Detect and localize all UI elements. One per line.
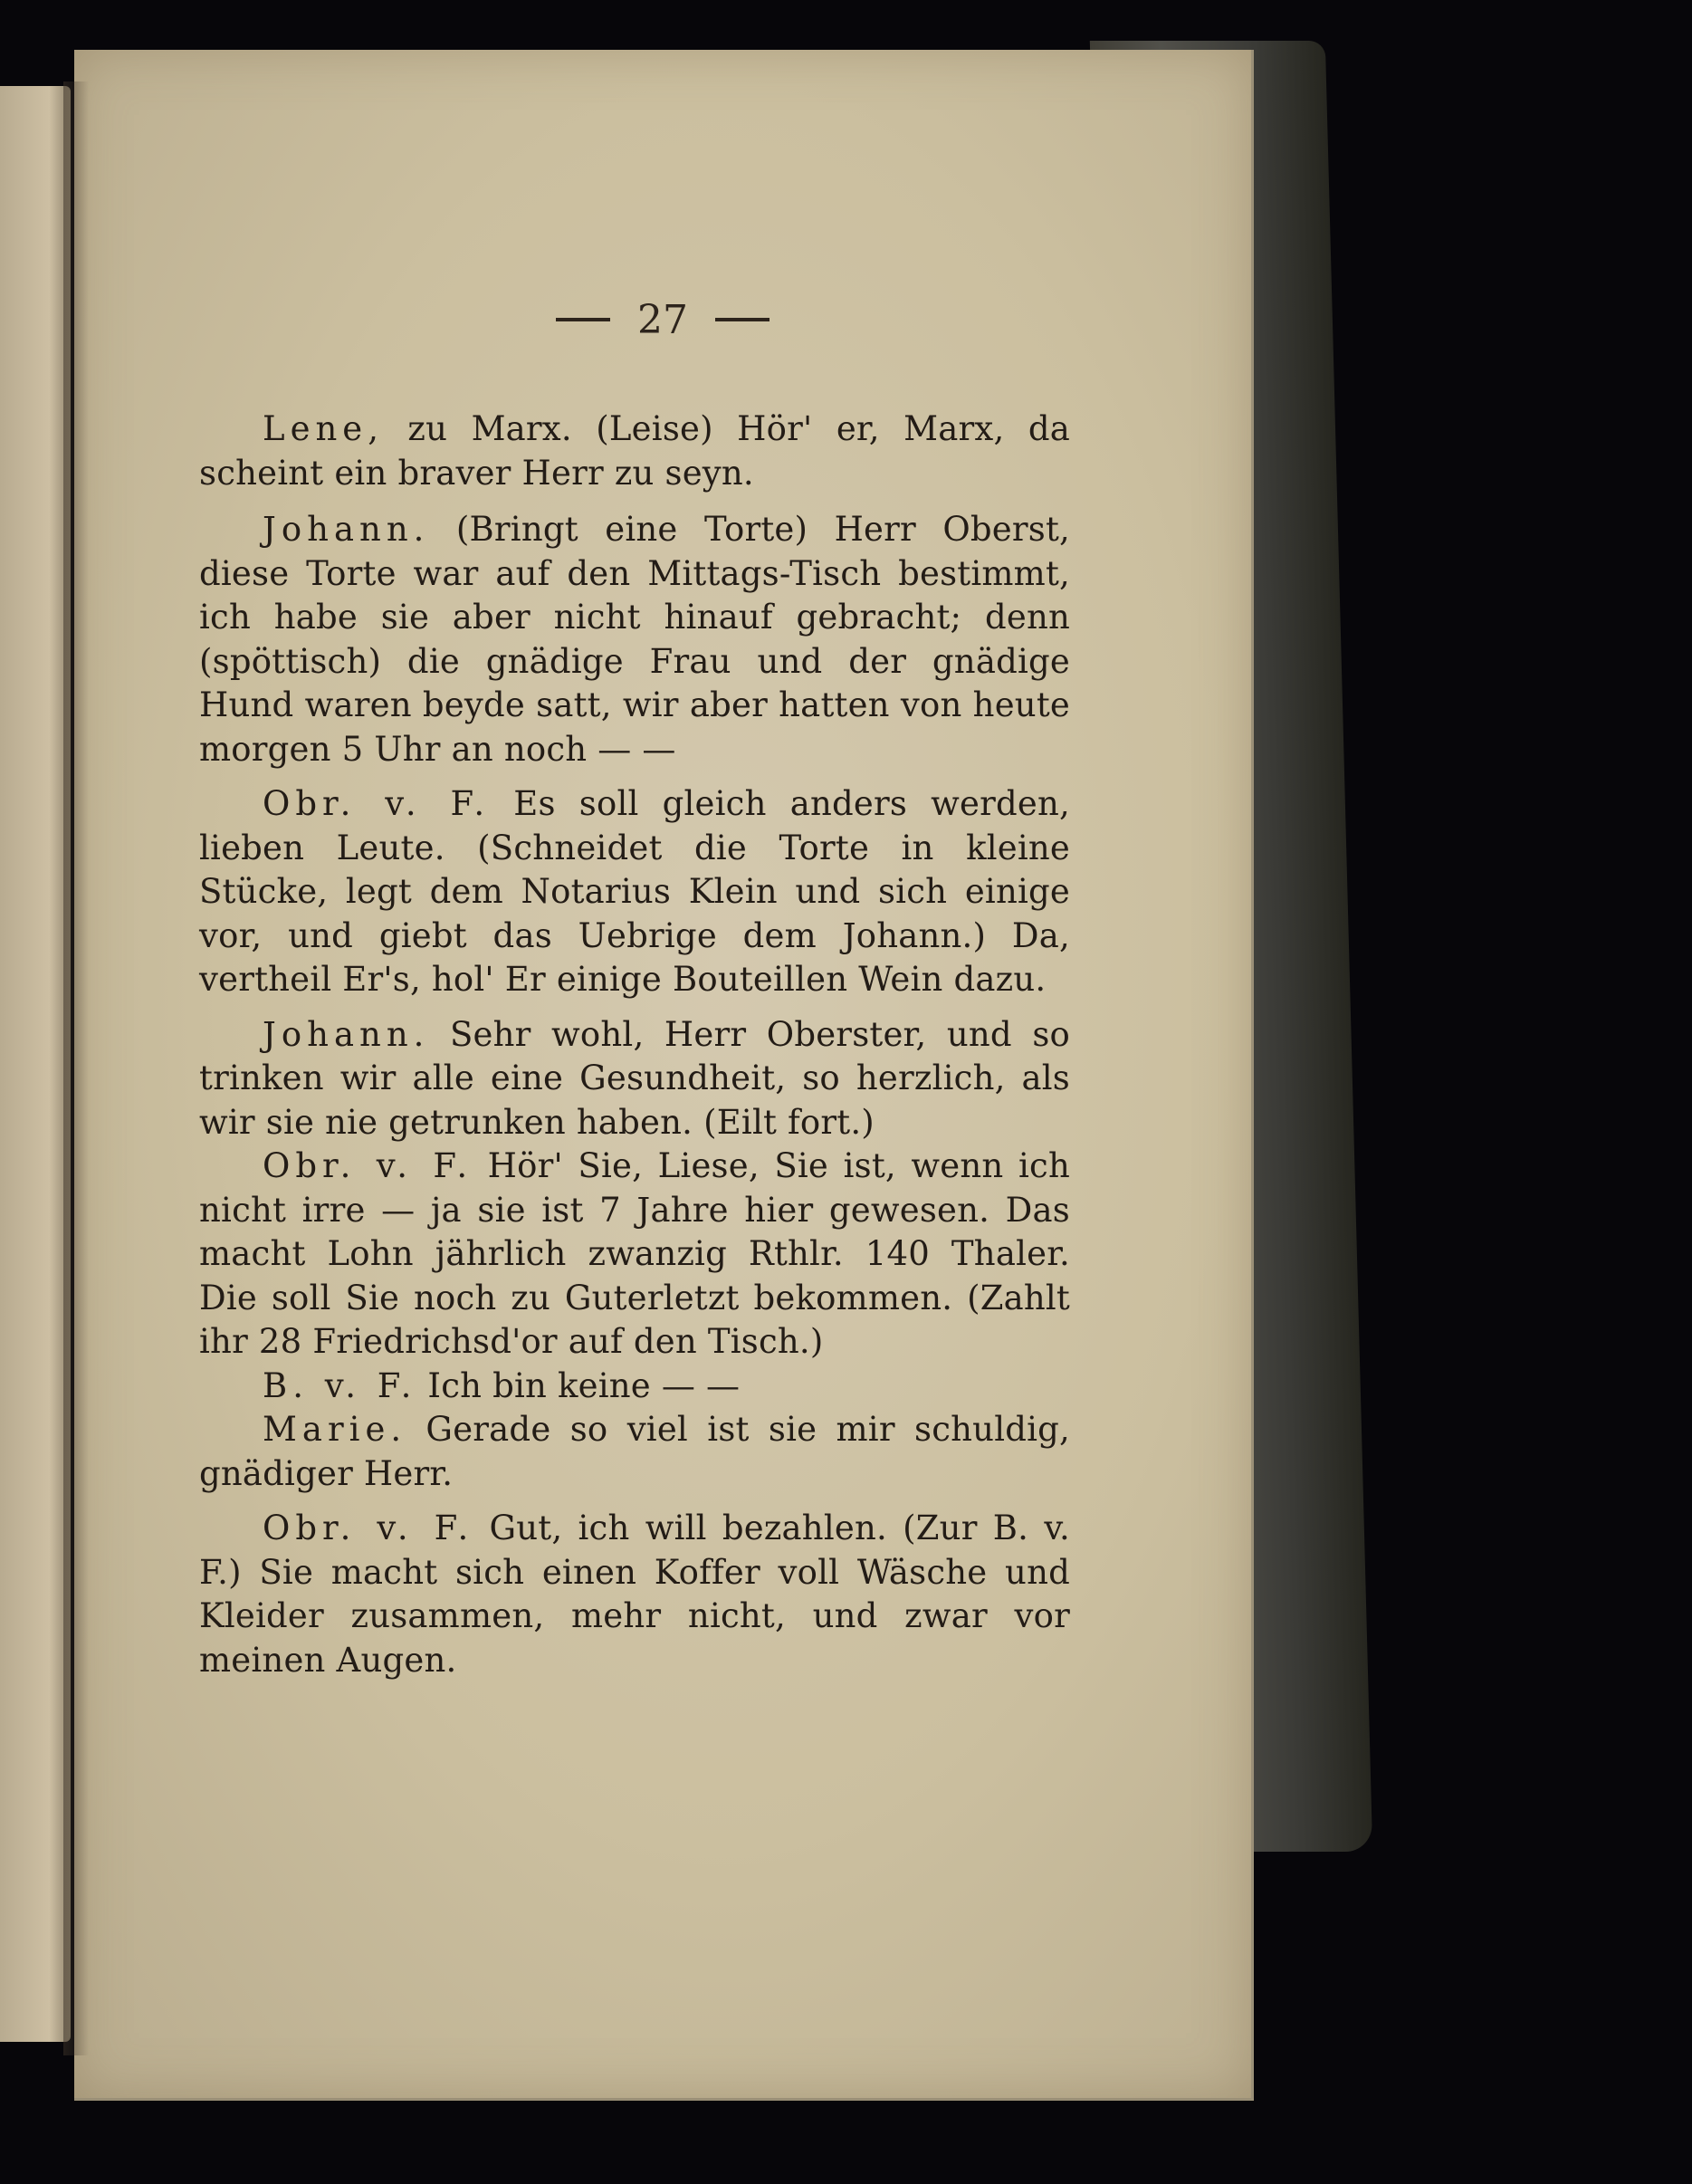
dialogue-paragraph	[199, 1507, 1070, 1682]
speaker-name: Marie.	[263, 1410, 407, 1449]
left-page-edge	[0, 86, 71, 2042]
dialogue-paragraph	[199, 407, 1070, 495]
speaker-name: Johann.	[263, 510, 430, 549]
speaker-name: Johann.	[263, 1014, 430, 1054]
dialogue-text: Gut, ich will bezahlen. (Zur B. v. F.) Sie macht sich einen Koffer voll Wäsche und Kleider zusammen, mehr nicht, und zwar vor meinen Augen.	[199, 1509, 1070, 1680]
dialogue-text: Gerade so viel ist sie mir schuldig, gnädiger Herr.	[199, 1410, 1070, 1493]
header-rule-left	[556, 318, 610, 321]
dialogue-text: (Bringt eine Torte) Herr Oberst, diese Torte war auf den Mittags-Tisch bestimmt, ich habe sie aber nicht hinauf gebracht; denn (spöttisch) die gnädige Frau und der gnädige Hund waren beyde satt, wir aber hatten von heute morgen 5 Uhr an noch — —	[199, 510, 1070, 769]
speaker-name: Obr. v. F.	[263, 1146, 473, 1185]
dialogue-paragraph	[199, 508, 1070, 771]
page-number: 27	[637, 296, 688, 343]
dialogue-paragraph	[199, 1365, 1070, 1409]
dialogue-text: Ich bin keine — —	[416, 1365, 741, 1405]
speaker-name: Lene,	[263, 409, 384, 448]
speaker-name: Obr. v. F.	[263, 1509, 474, 1547]
header-rule-right	[715, 318, 770, 321]
speaker-name: B. v. F.	[263, 1365, 417, 1405]
page-body	[199, 407, 1070, 1682]
dialogue-text: Hör' Sie, Liese, Sie ist, wenn ich nicht irre — ja sie ist 7 Jahre hier gewesen. Das macht Lohn jährlich zwanzig Rthlr. 140 Thaler. Die soll Sie noch zu Guterletzt bekommen. (Zahlt ihr 28 Friedrichsd'or auf den Tisch.)	[199, 1146, 1071, 1361]
dialogue-text: zu Marx. (Leise) Hör' er, Marx, da scheint ein braver Herr zu seyn.	[199, 409, 1070, 493]
dialogue-paragraph	[199, 782, 1070, 1002]
dialogue-text: Es soll gleich anders werden, lieben Leute. (Schneidet die Torte in kleine Stücke, legt dem Notarius Klein und sich einige vor, und giebt das Uebrige dem Johann.) Da, vertheil Er's, hol' Er einige Bouteillen Wein dazu.	[199, 784, 1071, 999]
spine-shadow	[63, 81, 89, 2055]
dialogue-paragraph	[199, 1145, 1070, 1365]
speaker-name: Obr. v. F.	[263, 784, 491, 823]
book-page	[74, 50, 1254, 2101]
dialogue-paragraph	[199, 1408, 1070, 1496]
dialogue-text: Sehr wohl, Herr Oberster, und so trinken wir alle eine Gesundheit, so herzlich, als wir sie nie getrunken haben. (Eilt fort.)	[199, 1014, 1070, 1142]
dialogue-paragraph	[199, 1013, 1070, 1145]
page-header	[473, 283, 853, 356]
